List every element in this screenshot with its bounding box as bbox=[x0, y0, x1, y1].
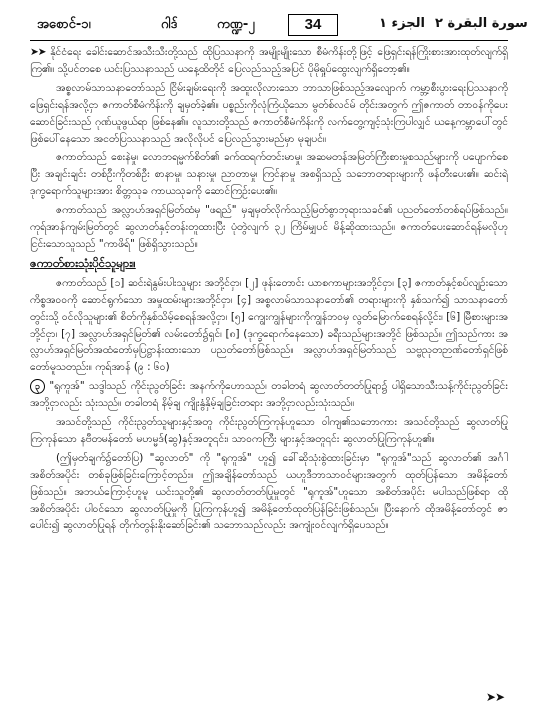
page-number: 34 bbox=[288, 14, 338, 36]
paragraph: အသင်တို့သည် ကိုင်းညွတ်သူများနှင့်အတူ ကိုင်းညွတ်ကြကုန်ဟူသော ဝါကျ၏သဘောကား အသင်တို့သည် ဆွလာတ်ပြုကြကုန်သော နဗီတမန်တော် မဟမ္မဒ်(ဆွ)နှင့်အတူ၎င်း၊ သာဝကကြီး များနှင့်အတူ၎င်း ဆွလာတ်ပြုကြကုန်ဟူ၏။ bbox=[30, 416, 508, 445]
arabic-juz-label: الجزء ١ bbox=[379, 16, 425, 31]
paragraph: ဇကာတ်သည် အလ္လာဟ်အရှင်မြတ်ထံမှ "ဖရည်" မှချမှတ်လိုက်သည့်မြတ်စွာဘုရားသခင်၏ ပညတ်တော်တစ်ရပ်ဖြစ်သည်။ ကုရ်အာန်ကျမ်းမြတ်တွင် ဆွလာတ်နှင့်တန်းတူထားပြီး ပုံတွဲလျက် ၃၂ ကြိမ်မျှပင် မိန့်ဆိုထားသည်။ ဇကာတ်ပေးဆောင်ရန်မလိုဟု ငြင်းသောသူသည် "ကာဖိရ်" ဖြစ်ရှိသွားသည်။ bbox=[30, 204, 508, 250]
footnote-number: ၃ bbox=[30, 379, 45, 394]
continuation-arrow-icon: ➤➤ bbox=[30, 46, 46, 58]
page-header bbox=[37, 14, 528, 38]
footnote-paragraph: ၃ "ရုကူအ်" သဒ္ဒါသည် ကိုင်းညွတ်ခြင်း အနက်ကိုဟောသည်၊ တခါတရံ ဆွလာတ်တတ်ပြုရာ၌ ပါရှိသောသီးသန့်ကိုင်းညွတ်ခြင်းအဘို့ငှာလည်း သုံးသည်။ တခါတရံ နိမ့်ချ ကျိုးနွံနှိမ့်ချခြင်းတရား အဘို့ငှာလည်းသုံးသည်။ bbox=[30, 380, 508, 410]
chapter-label: ကဏ္ဍ-၂ bbox=[217, 17, 255, 32]
paragraph: အစ္စလာမ်သာသနာတော်သည် ငြိမ်းချမ်းရေးကို အထူးလိုလားသော ဘာသာဖြစ်သည့်အလျောက် ကမ္ဘာ့စီးပွားရေးပြဿနာကို ဖြေရှင်းရန်အလို့ငှာ ဇကာတ်စီမံကိန်းကို ချမှတ်ခဲ့၏။ ပစ္စည်းကိုလုံကြံယိုသော မွတ်စ်လင်မ် တိုင်းအတွက် ဤဇကာတ် တာဝန်ကိုပေးဆောင်ခြင်းသည် ဂုဏ်ယူဖွယ်ရာ ဖြစ်နေ၏။ လူသားတို့သည် ဇကာတ်စီမံကိန်းကို လက်တွေ့ကျင့်သုံးကြပါလျှင် ယနေ့ကမ္ဘာပေါ်တွင် ဖြစ်ပေါ်နေသော အငတ်ပြဿနာသည် အလိုလိုပင် ပြေလည်သွားမည်မှာ မုချပင်။ bbox=[30, 81, 508, 145]
paragraph: (ဤမှတ်ချက်၌တော်ပြ) "ဆွလာတ်" ကို "ရုကူအ်" ဟူ၍ ခေါ်ဆိုသုံးစွဲထားခြင်းမှာ "ရုကူအ်"သည် ဆွလာတ်၏ အင်္ဂါအစိတ်အပိုင်း တစ်ခုဖြစ်ခြင်းကြောင့်တည်း။ ဤအချိန်တော်သည် ယဟူဒီဘာသာဝင်များအတွက် ထုတ်ပြန်သော အမိန့်တော်ဖြစ်သည်။ အဘယ်ကြောင့်ဟူမူ ယင်းသူတို့၏ ဆွလာတ်တတ်ပြုမှုတွင် "ရုကူအ်"ဟူသော အစိတ်အပိုင်း မပါသည်ဖြစ်ရာ ထိုအစိတ်အပိုင်း ပါဝင်သော ဆွလာတ်ပြုမှုကို ပြုကြကုန်ဟူ၍ အမိန့်တော်ထုတ်ပြန်ခြင်းဖြစ်သည်။ ပြီးနောက် ထိုအမိန့်တော်တွင် ဇာပေါင်း၍ ဆွလာတ်ပြုရန် တိုက်တွန်းနိုးဆော်ခြင်း၏ သဘောသည်လည်း အကျုံးဝင်လျက်ရှိပေသည်။ bbox=[30, 451, 508, 532]
paragraph: ဇကာတ်သည် [၁] ဆင်းရဲနွမ်းပါးသူများ အဘို့င်ငှာ၊ [၂] ဖုန်းတောင်း ယာစကာများအဘို့င်ငှာ၊ [၃] ဇကာတ်နှင့်စပ်လျဉ်းသော ကိစ္စအဝဝကို ဆောင်ရွက်သော အမှုထမ်းများအဘို့င်ငှာ၊ [၄] အစ္စလာမ်သာသနာတော်၏ တရားများကို နှစ်သက်၍ သာသနာတော်တွင်းသို့ ဝင်လိုသူများ၏ စိတ်ကိုနှစ်သိမ့်စေရန်အလို့ငှာ၊ [၅] ကျွေးကျွန်များကိုကျွန်ဘဝမှ လွတ်မြောက်စေရန်လို့င်း၊ [၆] မြီစားများအဘို့င်ငှာ၊ [၇] အလ္လာဟ်အရှင်မြတ်၏ လမ်းတော်၌ရှင်၊ [၈] (ဒုက္ခရောက်နေသော) ခရီးသည်များအဘို့င် ဖြစ်သည်။ ဤသည်ကား အလ္လာဟ်အရှင်မြတ်အထံတော်မှပြဋ္ဌာန်းထားသော ပညတ်တော်ဖြစ်သည်။ အလ္လာဟ်အရှင်မြတ်သည် သဗ္ဗညုတဉာဏ်တော်ရှင်ဖြစ်တော်မူသတည်း။ ကုရ်အာန် (၉ : ၆၀) bbox=[30, 276, 508, 374]
section-label: ဂါဒ် bbox=[161, 17, 178, 32]
page-content bbox=[30, 44, 508, 684]
paragraph: ➤➤ နိုင်ငံရေး ခေါင်းဆောင်အသီးသီးတို့သည် ထိုပြဿနာကို အမျိုးမျိုးသော စီမံကိန်းတို့ဖြင့် ဖြေရှင်းရန်ကြိုးစားအားထုတ်လျက်ရှိကြ၏။ သို့ပင်တစေ ယင်းပြဿနာသည် ယနေ့ထိတိုင် ပြေလည်သည့်အပြင် ပိုမိုရှုပ်ထွေးလျက်ရှိတော့၏။ bbox=[30, 46, 508, 75]
arabic-surah-label: سورة البقرة ٢ bbox=[435, 16, 528, 31]
section-heading: ဇကာတ်စားသုံးပိုင်သူများ။ bbox=[30, 255, 136, 270]
header-rule bbox=[30, 40, 508, 41]
paragraph: ဇကာတ်သည် စေးနဲမှု၊ လောဘရမ္မက်စိတ်၏ ခက်ထရက်တင်းမာမှု၊ အဆမတန်အမြတ်ကြီးစားမှုစသည်များကို ပပျောက်စေပြီး အချင်းချင်း တစ်ဦးကိုတစ်ဦး စာနာမှု၊ သနားမှု၊ ညာတာမှု၊ ကြင်နာမှု အစရှိသည့် သဘောတရားများကို ဖန်တီးပေး၏။ ဆင်းရဲဒုက္ခရောက်သူများအား စိတ္တသုခ ကာယသုခကို ဆောင်ကြဉ်းပေး၏။ bbox=[30, 151, 508, 198]
continuation-arrow-icon: ➤➤ bbox=[485, 690, 504, 704]
volume-label: အစောင်-၁၊ bbox=[37, 17, 91, 32]
